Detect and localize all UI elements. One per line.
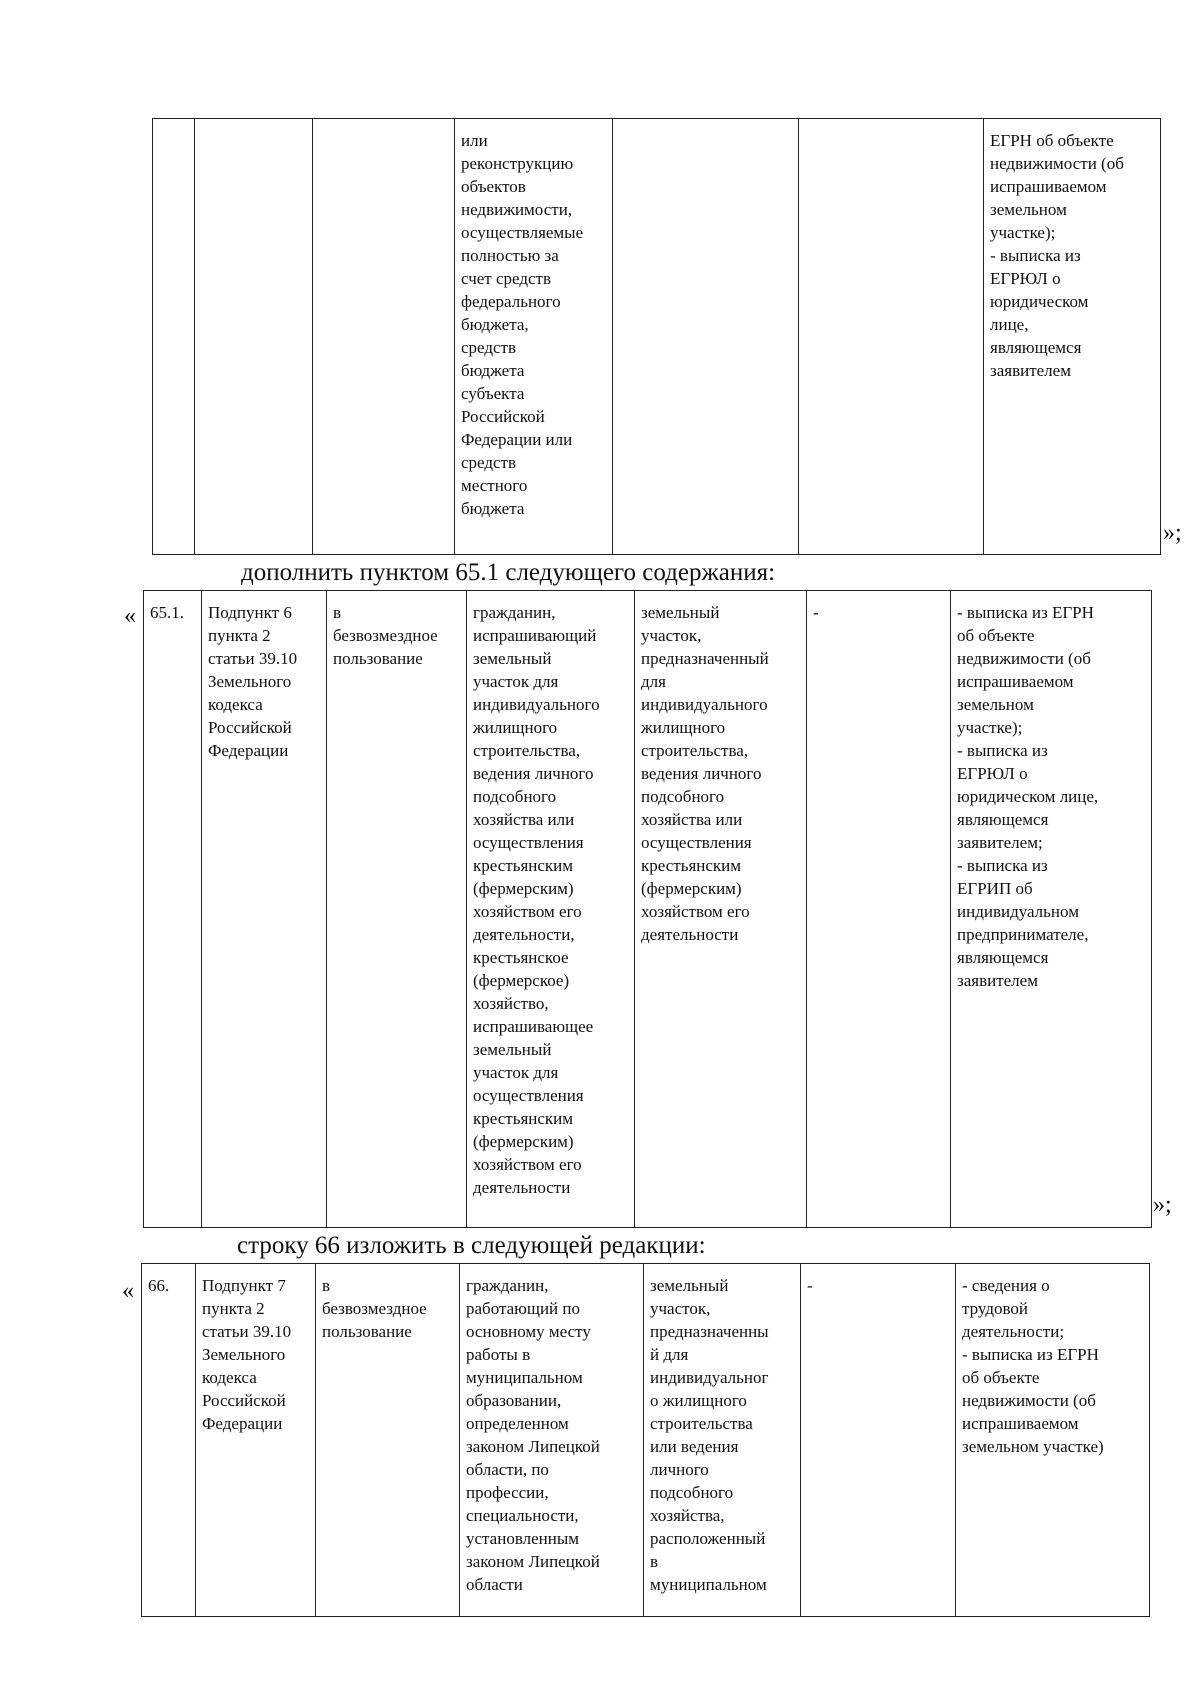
cell-legal-basis [195,119,313,555]
table-row [144,591,1152,1228]
cell-dash: - [807,591,951,1228]
cell-land-plot [613,119,799,555]
cell-dash: - [801,1264,956,1617]
cell-right-type: в безвозмездное пользование [327,591,467,1228]
cell-right-type [313,119,455,555]
cell-applicant: гражданин, работающий по основному месту работы в муниципальном образовании, определенном законом Липецкой области, по профессии, специальности, установленным законом Липецкой области [460,1264,644,1617]
table-item-66 [141,1263,1150,1617]
cell-dash [799,119,984,555]
cell-number: 66. [142,1264,196,1617]
close-quote-mark: »; [1153,1192,1172,1218]
table-item-65-1 [143,590,1152,1228]
open-quote-mark: « [124,603,136,629]
cell-applicant: гражданин, испрашивающий земельный участок для индивидуального жилищного строительства, ведения личного подсобного хозяйства или осуществления крестьянским (фермерским) хозяйством его деятельности, крестьянское (фермерское) хозяйство, испрашивающее земельный участок для осуществления крестьянским (фермерским) хозяйством его деятельности [467,591,635,1228]
close-quote-mark: »; [1163,520,1182,546]
cell-land-plot: земельный участок, предназначенны й для индивидуальног о жилищного строительства или ведения личного подсобного хозяйства, расположенный в муниципальном [644,1264,801,1617]
cell-land-plot: земельный участок, предназначенный для индивидуального жилищного строительства, ведения личного подсобного хозяйства или осуществления крестьянским (фермерским) хозяйством его деятельности [635,591,807,1228]
cell-number [153,119,195,555]
cell-number: 65.1. [144,591,202,1228]
cell-legal-basis: Подпункт 7 пункта 2 статьи 39.10 Земельного кодекса Российской Федерации [196,1264,316,1617]
open-quote-mark: « [122,1278,134,1304]
section-heading: дополнить пунктом 65.1 следующего содержания: [241,559,776,586]
cell-documents: - сведения о трудовой деятельности; - выписка из ЕГРН об объекте недвижимости (об испрашиваемом земельном участке) [956,1264,1150,1617]
cell-right-type: в безвозмездное пользование [316,1264,460,1617]
cell-legal-basis: Подпункт 6 пункта 2 статьи 39.10 Земельного кодекса Российской Федерации [202,591,327,1228]
cell-documents: ЕГРН об объекте недвижимости (об испрашиваемом земельном участке); - выписка из ЕГРЮЛ о юридическом лице, являющемся заявителем [984,119,1161,555]
table-row [153,119,1161,555]
table-row [142,1264,1150,1617]
cell-applicant: или реконструкцию объектов недвижимости, осуществляемые полностью за счет средств федерального бюджета, средств бюджета субъекта Российской Федерации или средств местного бюджета [455,119,613,555]
cell-documents: - выписка из ЕГРН об объекте недвижимости (об испрашиваемом земельном участке); - выписка из ЕГРЮЛ о юридическом лице, являющемся заявителем; - выписка из ЕГРИП об индивидуальном предпринимателе, являющемся заявителем [951,591,1152,1228]
section-heading: строку 66 изложить в следующей редакции: [237,1232,706,1259]
table-continuation [152,118,1161,555]
